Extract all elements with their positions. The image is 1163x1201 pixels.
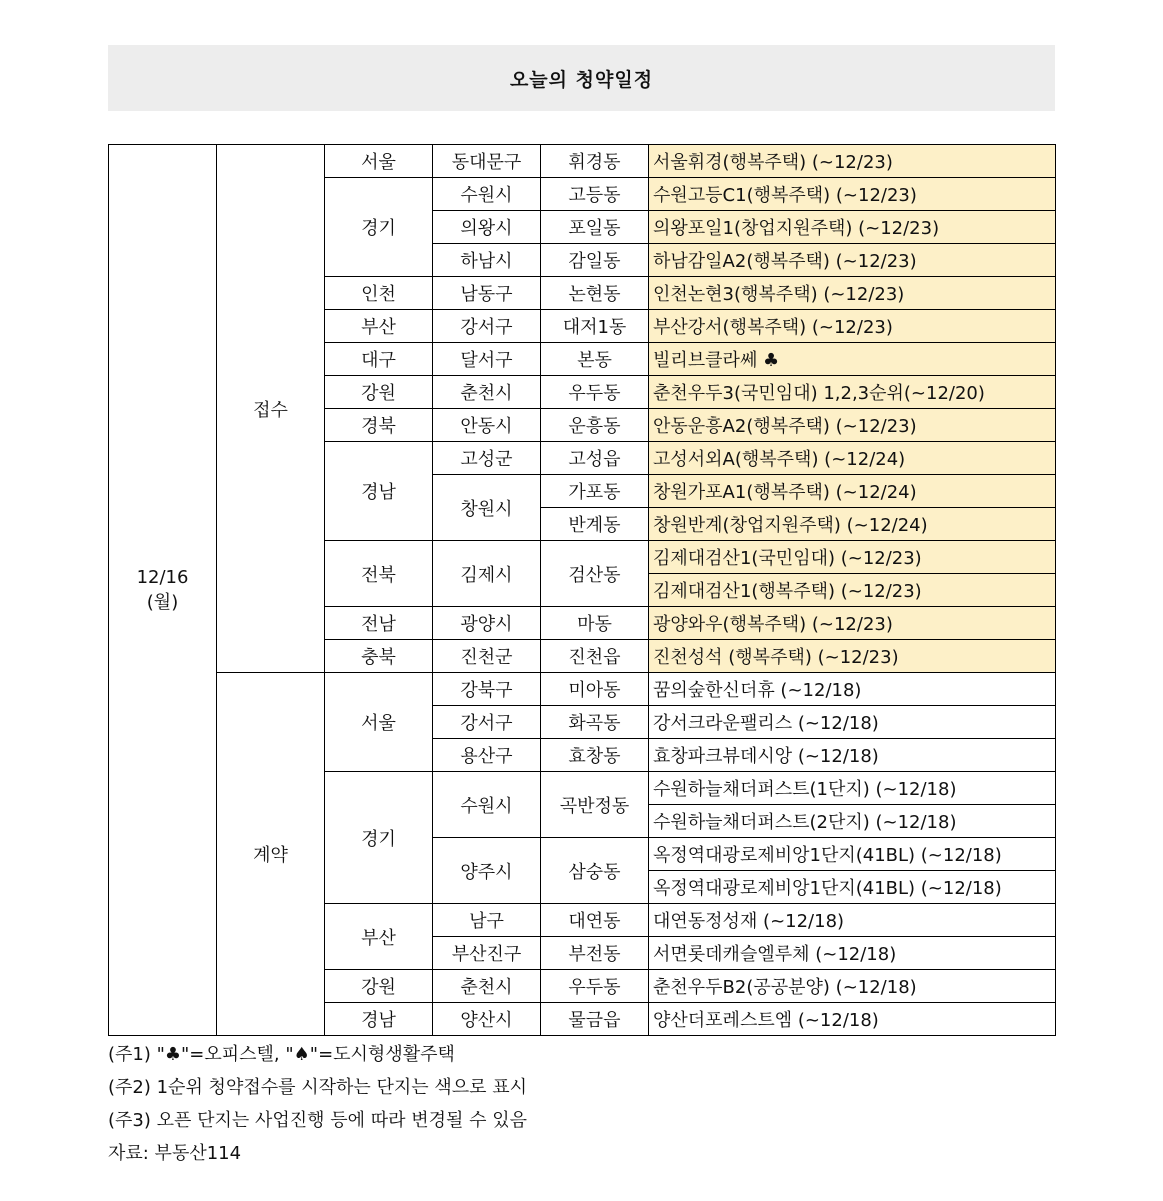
city-cell: 창원시 bbox=[433, 475, 541, 541]
dong-cell: 운흥동 bbox=[541, 409, 649, 442]
city-cell: 고성군 bbox=[433, 442, 541, 475]
dong-cell: 반계동 bbox=[541, 508, 649, 541]
complex-name-cell: 서울휘경(행복주택) (~12/23) bbox=[649, 145, 1056, 178]
complex-name-cell: 창원가포A1(행복주택) (~12/24) bbox=[649, 475, 1056, 508]
city-cell: 강서구 bbox=[433, 310, 541, 343]
dong-cell: 고성읍 bbox=[541, 442, 649, 475]
city-cell: 안동시 bbox=[433, 409, 541, 442]
region-cell: 강원 bbox=[325, 970, 433, 1003]
complex-name-cell: 광양와우(행복주택) (~12/23) bbox=[649, 607, 1056, 640]
dong-cell: 효창동 bbox=[541, 739, 649, 772]
table-row bbox=[109, 673, 1056, 706]
city-cell: 진천군 bbox=[433, 640, 541, 673]
dong-cell: 곡반정동 bbox=[541, 772, 649, 838]
city-cell: 달서구 bbox=[433, 343, 541, 376]
dong-cell: 휘경동 bbox=[541, 145, 649, 178]
dong-cell: 대연동 bbox=[541, 904, 649, 937]
region-cell: 서울 bbox=[325, 673, 433, 772]
complex-name-cell: 인천논현3(행복주택) (~12/23) bbox=[649, 277, 1056, 310]
schedule-table bbox=[108, 144, 1056, 1036]
city-cell: 강북구 bbox=[433, 673, 541, 706]
city-cell: 춘천시 bbox=[433, 970, 541, 1003]
region-cell: 전남 bbox=[325, 607, 433, 640]
complex-name-cell: 강서크라운팰리스 (~12/18) bbox=[649, 706, 1056, 739]
region-cell: 서울 bbox=[325, 145, 433, 178]
region-cell: 부산 bbox=[325, 904, 433, 970]
city-cell: 양산시 bbox=[433, 1003, 541, 1036]
dong-cell: 부전동 bbox=[541, 937, 649, 970]
region-cell: 경남 bbox=[325, 442, 433, 541]
dong-cell: 포일동 bbox=[541, 211, 649, 244]
complex-name-cell: 꿈의숲한신더휴 (~12/18) bbox=[649, 673, 1056, 706]
city-cell: 춘천시 bbox=[433, 376, 541, 409]
complex-name-cell: 옥정역대광로제비앙1단지(41BL) (~12/18) bbox=[649, 838, 1056, 871]
stage-contract: 계약 bbox=[217, 673, 325, 1036]
complex-name-cell: 김제대검산1(국민임대) (~12/23) bbox=[649, 541, 1056, 574]
complex-name-cell: 대연동정성재 (~12/18) bbox=[649, 904, 1056, 937]
dong-cell: 미아동 bbox=[541, 673, 649, 706]
region-cell: 경남 bbox=[325, 1003, 433, 1036]
dong-cell: 논현동 bbox=[541, 277, 649, 310]
region-cell: 강원 bbox=[325, 376, 433, 409]
complex-name-cell: 하남감일A2(행복주택) (~12/23) bbox=[649, 244, 1056, 277]
city-cell: 부산진구 bbox=[433, 937, 541, 970]
title-banner bbox=[108, 45, 1055, 111]
dong-cell: 화곡동 bbox=[541, 706, 649, 739]
complex-name-cell: 옥정역대광로제비앙1단지(41BL) (~12/18) bbox=[649, 871, 1056, 904]
page-title: 오늘의 청약일정 bbox=[509, 68, 654, 91]
city-cell: 수원시 bbox=[433, 178, 541, 211]
city-cell: 광양시 bbox=[433, 607, 541, 640]
dong-cell: 물금읍 bbox=[541, 1003, 649, 1036]
complex-name-cell: 창원반계(창업지원주택) (~12/24) bbox=[649, 508, 1056, 541]
footnotes bbox=[108, 1038, 527, 1170]
city-cell: 의왕시 bbox=[433, 211, 541, 244]
dong-cell: 우두동 bbox=[541, 376, 649, 409]
city-cell: 강서구 bbox=[433, 706, 541, 739]
complex-name-cell: 빌리브클라쎄 ♣ bbox=[649, 343, 1056, 376]
footnote: (주1) "♣"=오피스텔, "♠"=도시형생활주택 bbox=[108, 1044, 455, 1065]
dong-cell: 진천읍 bbox=[541, 640, 649, 673]
footnote: (주3) 오픈 단지는 사업진행 등에 따라 변경될 수 있음 bbox=[108, 1110, 528, 1131]
city-cell: 동대문구 bbox=[433, 145, 541, 178]
complex-name-cell: 수원고등C1(행복주택) (~12/23) bbox=[649, 178, 1056, 211]
city-cell: 용산구 bbox=[433, 739, 541, 772]
source-note: 자료: 부동산114 bbox=[108, 1143, 242, 1164]
dong-cell: 고등동 bbox=[541, 178, 649, 211]
complex-name-cell: 수원하늘채더퍼스트(2단지) (~12/18) bbox=[649, 805, 1056, 838]
dong-cell: 가포동 bbox=[541, 475, 649, 508]
stage-reception: 접수 bbox=[217, 145, 325, 673]
city-cell: 김제시 bbox=[433, 541, 541, 607]
region-cell: 부산 bbox=[325, 310, 433, 343]
complex-name-cell: 효창파크뷰데시앙 (~12/18) bbox=[649, 739, 1056, 772]
complex-name-cell: 수원하늘채더퍼스트(1단지) (~12/18) bbox=[649, 772, 1056, 805]
complex-name-cell: 춘천우두3(국민임대) 1,2,3순위(~12/20) bbox=[649, 376, 1056, 409]
region-cell: 경기 bbox=[325, 772, 433, 904]
region-cell: 충북 bbox=[325, 640, 433, 673]
city-cell: 양주시 bbox=[433, 838, 541, 904]
city-cell: 하남시 bbox=[433, 244, 541, 277]
dong-cell: 마동 bbox=[541, 607, 649, 640]
complex-name-cell: 김제대검산1(행복주택) (~12/23) bbox=[649, 574, 1056, 607]
complex-name-cell: 양산더포레스트엠 (~12/18) bbox=[649, 1003, 1056, 1036]
table-row bbox=[109, 145, 1056, 178]
complex-name-cell: 고성서외A(행복주택) (~12/24) bbox=[649, 442, 1056, 475]
region-cell: 대구 bbox=[325, 343, 433, 376]
region-cell: 인천 bbox=[325, 277, 433, 310]
dong-cell: 우두동 bbox=[541, 970, 649, 1003]
dong-cell: 검산동 bbox=[541, 541, 649, 607]
dong-cell: 대저1동 bbox=[541, 310, 649, 343]
dong-cell: 감일동 bbox=[541, 244, 649, 277]
date-cell: 12/16 (월) bbox=[109, 145, 217, 1036]
city-cell: 남동구 bbox=[433, 277, 541, 310]
complex-name-cell: 부산강서(행복주택) (~12/23) bbox=[649, 310, 1056, 343]
dong-cell: 본동 bbox=[541, 343, 649, 376]
complex-name-cell: 춘천우두B2(공공분양) (~12/18) bbox=[649, 970, 1056, 1003]
complex-name-cell: 안동운흥A2(행복주택) (~12/23) bbox=[649, 409, 1056, 442]
region-cell: 전북 bbox=[325, 541, 433, 607]
city-cell: 수원시 bbox=[433, 772, 541, 838]
city-cell: 남구 bbox=[433, 904, 541, 937]
complex-name-cell: 의왕포일1(창업지원주택) (~12/23) bbox=[649, 211, 1056, 244]
dong-cell: 삼숭동 bbox=[541, 838, 649, 904]
region-cell: 경기 bbox=[325, 178, 433, 277]
footnote: (주2) 1순위 청약접수를 시작하는 단지는 색으로 표시 bbox=[108, 1077, 528, 1098]
complex-name-cell: 서면롯데캐슬엘루체 (~12/18) bbox=[649, 937, 1056, 970]
complex-name-cell: 진천성석 (행복주택) (~12/23) bbox=[649, 640, 1056, 673]
region-cell: 경북 bbox=[325, 409, 433, 442]
